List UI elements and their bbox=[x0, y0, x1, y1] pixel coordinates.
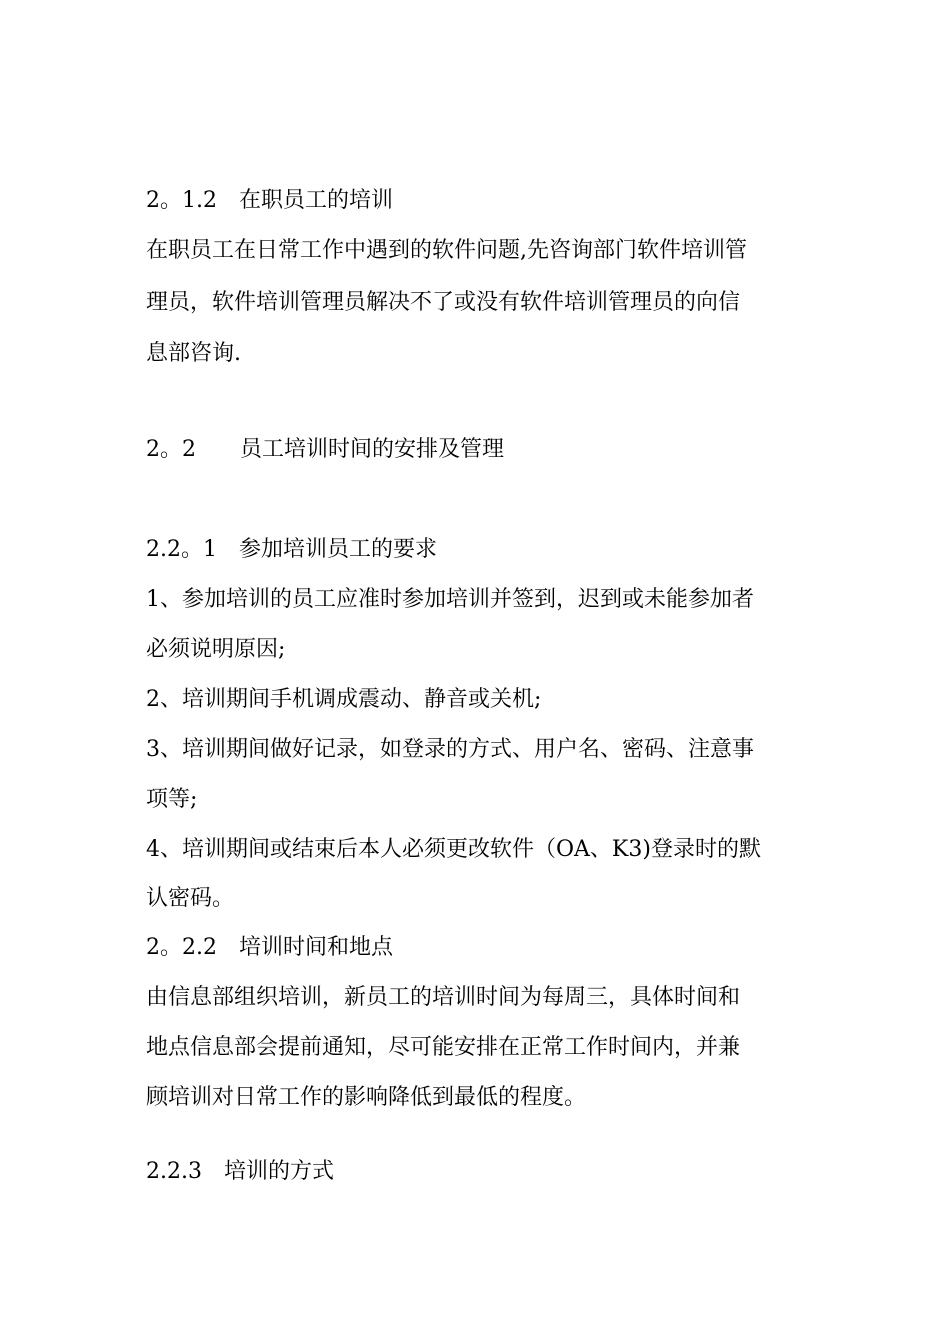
paragraph-line: 在职员工在日常工作中遇到的软件问题,先咨询部门软件培训管 bbox=[146, 238, 747, 263]
paragraph-line: 项等; bbox=[146, 787, 198, 812]
paragraph-line: 理员，软件培训管理员解决不了或没有软件培训管理员的向信 bbox=[146, 290, 741, 315]
section-heading-2-2-2: 2。2.2 培训时间和地点 bbox=[146, 935, 393, 960]
section-heading-2-2-1: 2.2。1 参加培训员工的要求 bbox=[146, 537, 437, 562]
paragraph-line: 1、参加培训的员工应准时参加培训并签到，迟到或未能参加者 bbox=[146, 587, 754, 612]
paragraph-line: 地点信息部会提前通知，尽可能安排在正常工作时间内，并兼 bbox=[146, 1035, 741, 1060]
paragraph-line: 4、培训期间或结束后本人必须更改软件（OA、K3)登录时的默 bbox=[146, 837, 761, 862]
paragraph-line: 3、培训期间做好记录，如登录的方式、用户名、密码、注意事 bbox=[146, 737, 754, 762]
paragraph-line: 顾培训对日常工作的影响降低到最低的程度。 bbox=[146, 1085, 587, 1110]
paragraph-line: 由信息部组织培训，新员工的培训时间为每周三，具体时间和 bbox=[146, 985, 741, 1010]
section-heading-2-1-2: 2。1.2 在职员工的培训 bbox=[146, 188, 393, 213]
paragraph-line: 息部咨询. bbox=[146, 341, 241, 366]
paragraph-line: 2、培训期间手机调成震动、静音或关机; bbox=[146, 687, 542, 712]
paragraph-line: 认密码。 bbox=[146, 886, 235, 911]
section-heading-2-2-3: 2.2.3 培训的方式 bbox=[146, 1159, 334, 1184]
section-heading-2-2: 2。2 员工培训时间的安排及管理 bbox=[146, 437, 504, 462]
paragraph-line: 必须说明原因; bbox=[146, 637, 286, 662]
